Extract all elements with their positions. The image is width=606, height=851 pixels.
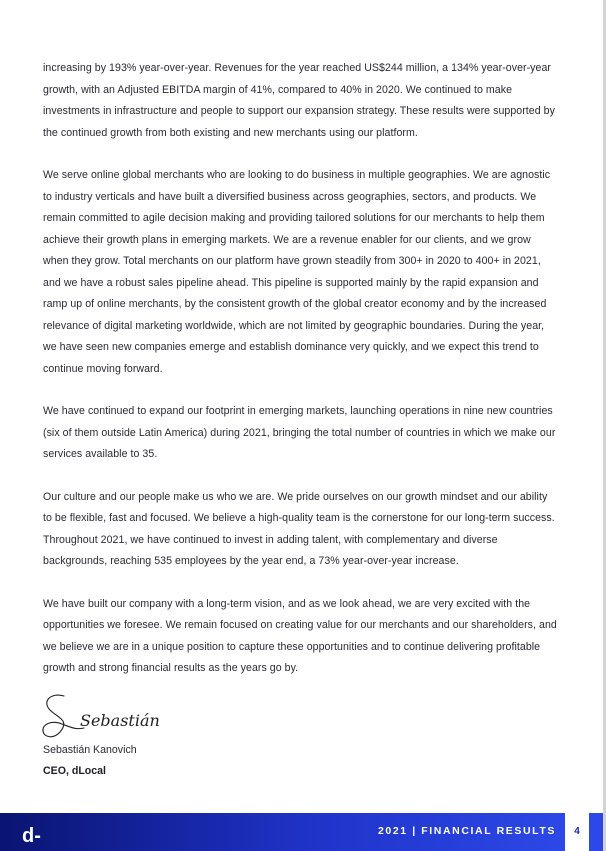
page-edge-tab xyxy=(589,813,603,851)
footer-report-title: 2021 | FINANCIAL RESULTS xyxy=(377,825,556,837)
dlocal-logo xyxy=(22,825,50,845)
paragraph-footprint: We have continued to expand our footprint in emerging markets, launching operations in nine new countries (six of them outside Latin America) during 2021, bringing the total number of countries in which we make our services available to 35. xyxy=(43,405,556,460)
signer-title: CEO, dLocal xyxy=(43,765,106,777)
signature-script: Sebastián xyxy=(80,711,160,730)
signer-name: Sebastián Kanovich xyxy=(43,744,137,756)
handwritten-signature xyxy=(40,690,160,742)
paragraph-results: increasing by 193% year-over-year. Revenues for the year reached US$244 million, a 134% year-over-year growth, with an Adjusted EBITDA margin of 41%, compared to 40% in 2020. We continued to make investments in infrastructure and people to support our expansion strategy. These results were supported by the continued growth from both existing and new merchants using our platform. xyxy=(43,62,555,139)
letter-body xyxy=(43,58,558,701)
paragraph-culture: Our culture and our people make us who we are. We pride ourselves on our growth mindset and our ability to be flexible, fast and focused. We believe a high-quality team is the cornerstone for our long-term success. Throughout 2021, we have continued to invest in adding talent, with complementary and diverse backgrounds, reaching 535 employees by the year end, a 73% year-over-year increase. xyxy=(43,490,555,567)
dlocal-logo-text: d- xyxy=(22,825,41,845)
footer-bar xyxy=(0,813,565,851)
paragraph-vision: We have built our company with a long-term vision, and as we look ahead, we are very excited with the opportunities we foresee. We remain focused on creating value for our merchants and our shareholders, and we believe we are in a unique position to capture these opportunities and to continue delivering profitable growth and strong financial results as the years go by. xyxy=(43,597,557,674)
page-number: 4 xyxy=(574,826,580,837)
paragraph-merchants: We serve online global merchants who are looking to do business in multiple geographies. We are agnostic to industry verticals and have built a diversified business across geographies, sectors, and products. We remain committed to agile decision making and providing tailored solutions for our merchants to help them achieve their growth plans in emerging markets. We are a revenue enabler for our clients, and we grow when they grow. Total merchants on our platform have grown steadily from 300+ in 2020 to 400+ in 2021, and we have a robust sales pipeline ahead. This pipeline is supported mainly by the rapid expansion and ramp up of online merchants, by the consistent growth of the global creator economy and by the increased relevance of digital marketing worldwide, which are not limited by geographic boundaries. During the year, we have seen new companies emerge and establish dominance very quickly, and we expect this trend to continue moving forward. xyxy=(43,169,551,375)
